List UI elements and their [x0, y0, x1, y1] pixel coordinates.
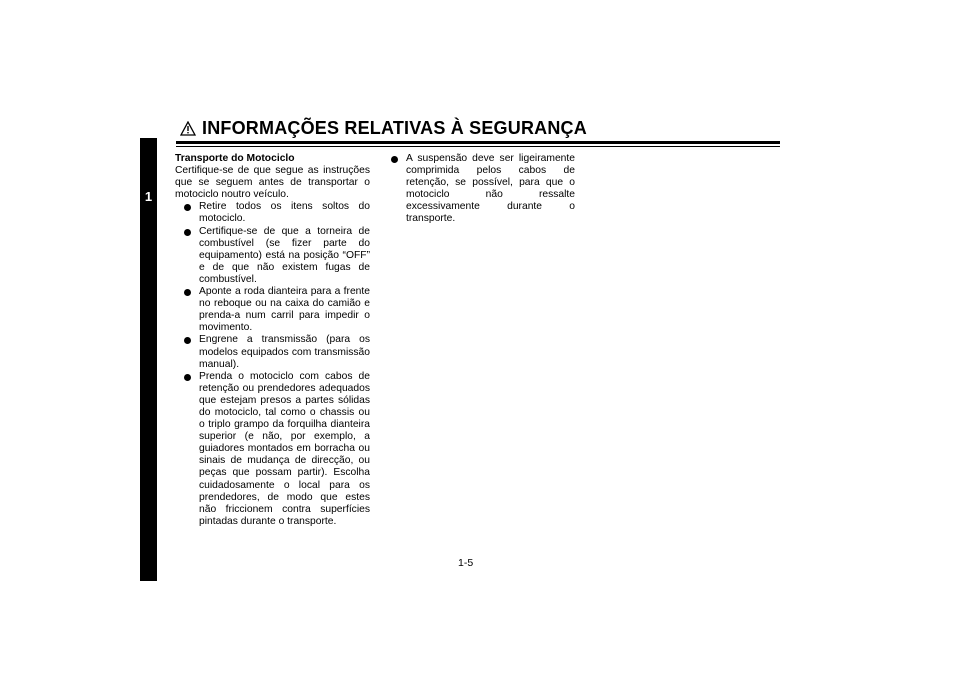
list-item [175, 334, 370, 370]
left-bullet-list [175, 201, 370, 528]
page-number: 1-5 [458, 557, 474, 569]
right-column [390, 153, 575, 226]
bullet-icon [184, 337, 191, 344]
list-item [175, 201, 370, 225]
list-item [175, 226, 370, 286]
header-title-row [176, 118, 780, 138]
page-title: INFORMAÇÕES RELATIVAS À SEGURANÇA [202, 118, 587, 138]
bullet-icon [184, 289, 191, 296]
bullet-text: Engrene a transmissão (para os modelos equipados com transmissão manual). [199, 334, 370, 370]
list-item [175, 371, 370, 528]
bullet-icon [184, 204, 191, 211]
chapter-tab [140, 138, 157, 581]
left-column [175, 153, 370, 528]
header-rule-thin [176, 146, 780, 147]
right-bullet-list [390, 153, 575, 226]
header-rule-thick [176, 141, 780, 144]
list-item [390, 153, 575, 226]
warning-triangle-icon [180, 121, 196, 136]
list-item [175, 286, 370, 334]
section-heading: Transporte do Motociclo [175, 153, 295, 164]
page-header [176, 118, 780, 147]
intro-paragraph: Certifique-se de que segue as instruções que se seguem antes de transportar o motociclo noutro veículo. [175, 165, 370, 201]
bullet-text: Aponte a roda dianteira para a frente no reboque ou na caixa do camião e prenda-a num carril para impedir o movimento. [199, 286, 370, 334]
bullet-text: Certifique-se de que a torneira de combustível (se fizer parte do equipamento) está na posição “OFF” e de que não existem fugas de combustível. [199, 225, 370, 285]
bullet-icon [184, 229, 191, 236]
bullet-text: Prenda o motociclo com cabos de retenção ou prendedores adequados que estejam presos a partes sólidas do motociclo, tal como o chassis ou o triplo grampo da forquilha dianteira superior (e não, por exemplo, a guiadores montados em borracha ou sinais de mudança de direcção, ou peças que possam partir). Escolha cuidadosamente o local para os prendedores, de modo que estes não friccionem contra superfícies pintadas durante o transporte. [199, 370, 370, 527]
bullet-icon [391, 156, 398, 163]
bullet-icon [184, 374, 191, 381]
chapter-number: 1 [144, 189, 153, 204]
bullet-text: Retire todos os itens soltos do motociclo. [199, 201, 370, 225]
bullet-text: A suspensão deve ser ligeiramente comprimida pelos cabos de retenção, se possível, para que o motociclo não ressalte excessivamente durante o transporte. [406, 153, 575, 225]
